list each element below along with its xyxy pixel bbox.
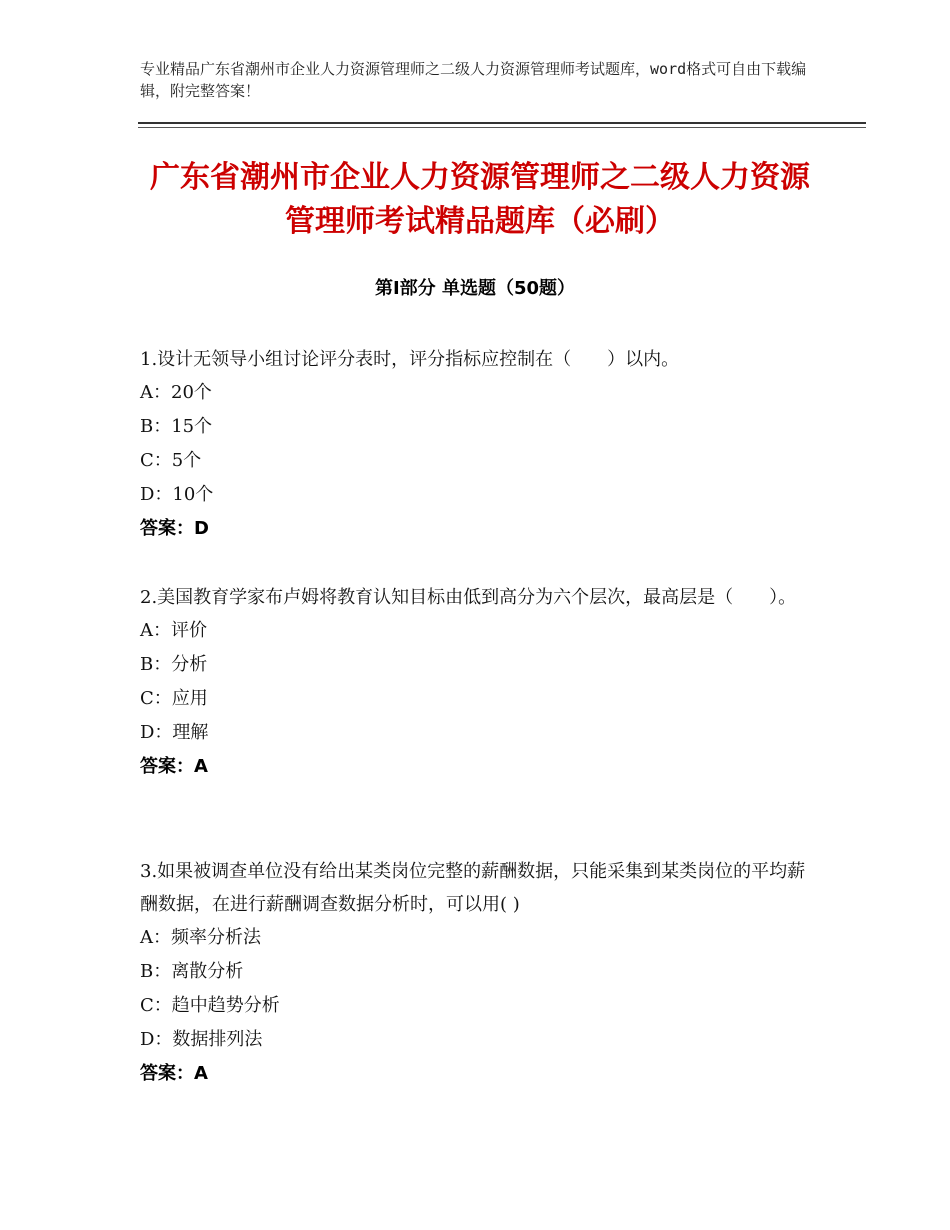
option-d: D：10个 xyxy=(140,484,214,505)
header-divider-thin xyxy=(138,127,866,128)
option-b: B：离散分析 xyxy=(140,961,244,982)
header-divider-thick xyxy=(138,122,866,124)
option-c: C：应用 xyxy=(140,688,208,709)
option-b: B：分析 xyxy=(140,654,208,675)
document-title: 广东省潮州市企业人力资源管理师之二级人力资源管理师考试精品题库（必刷） xyxy=(150,160,810,239)
section-title: 第Ⅰ部分 单选题（50题） xyxy=(374,278,575,299)
question-1 xyxy=(140,343,810,546)
option-a: A：20个 xyxy=(140,382,212,403)
option-a: A：频率分析法 xyxy=(140,927,261,948)
option-c: C：5个 xyxy=(140,450,202,471)
header-note: 专业精品广东省潮州市企业人力资源管理师之二级人力资源管理师考试题库，word格式可自由下载编辑，附完整答案！ xyxy=(140,60,807,100)
question-3 xyxy=(140,855,810,1091)
answer: 答案：A xyxy=(140,756,208,777)
question-2 xyxy=(140,581,810,784)
question-stem: 3.如果被调查单位没有给出某类岗位完整的薪酬数据，只能采集到某类岗位的平均薪酬数据，在进行薪酬调查数据分析时，可以用( ) xyxy=(140,861,806,915)
option-b: B：15个 xyxy=(140,416,213,437)
option-c: C：趋中趋势分析 xyxy=(140,995,280,1016)
option-d: D：数据排列法 xyxy=(140,1029,263,1050)
question-stem: 1.设计无领导小组讨论评分表时，评分指标应控制在（ ）以内。 xyxy=(140,349,680,370)
option-d: D：理解 xyxy=(140,722,209,743)
answer: 答案：D xyxy=(140,518,209,539)
question-stem: 2.美国教育学家布卢姆将教育认知目标由低到高分为六个层次，最高层是（ ）。 xyxy=(140,587,797,608)
option-a: A：评价 xyxy=(140,620,207,641)
answer: 答案：A xyxy=(140,1063,208,1084)
